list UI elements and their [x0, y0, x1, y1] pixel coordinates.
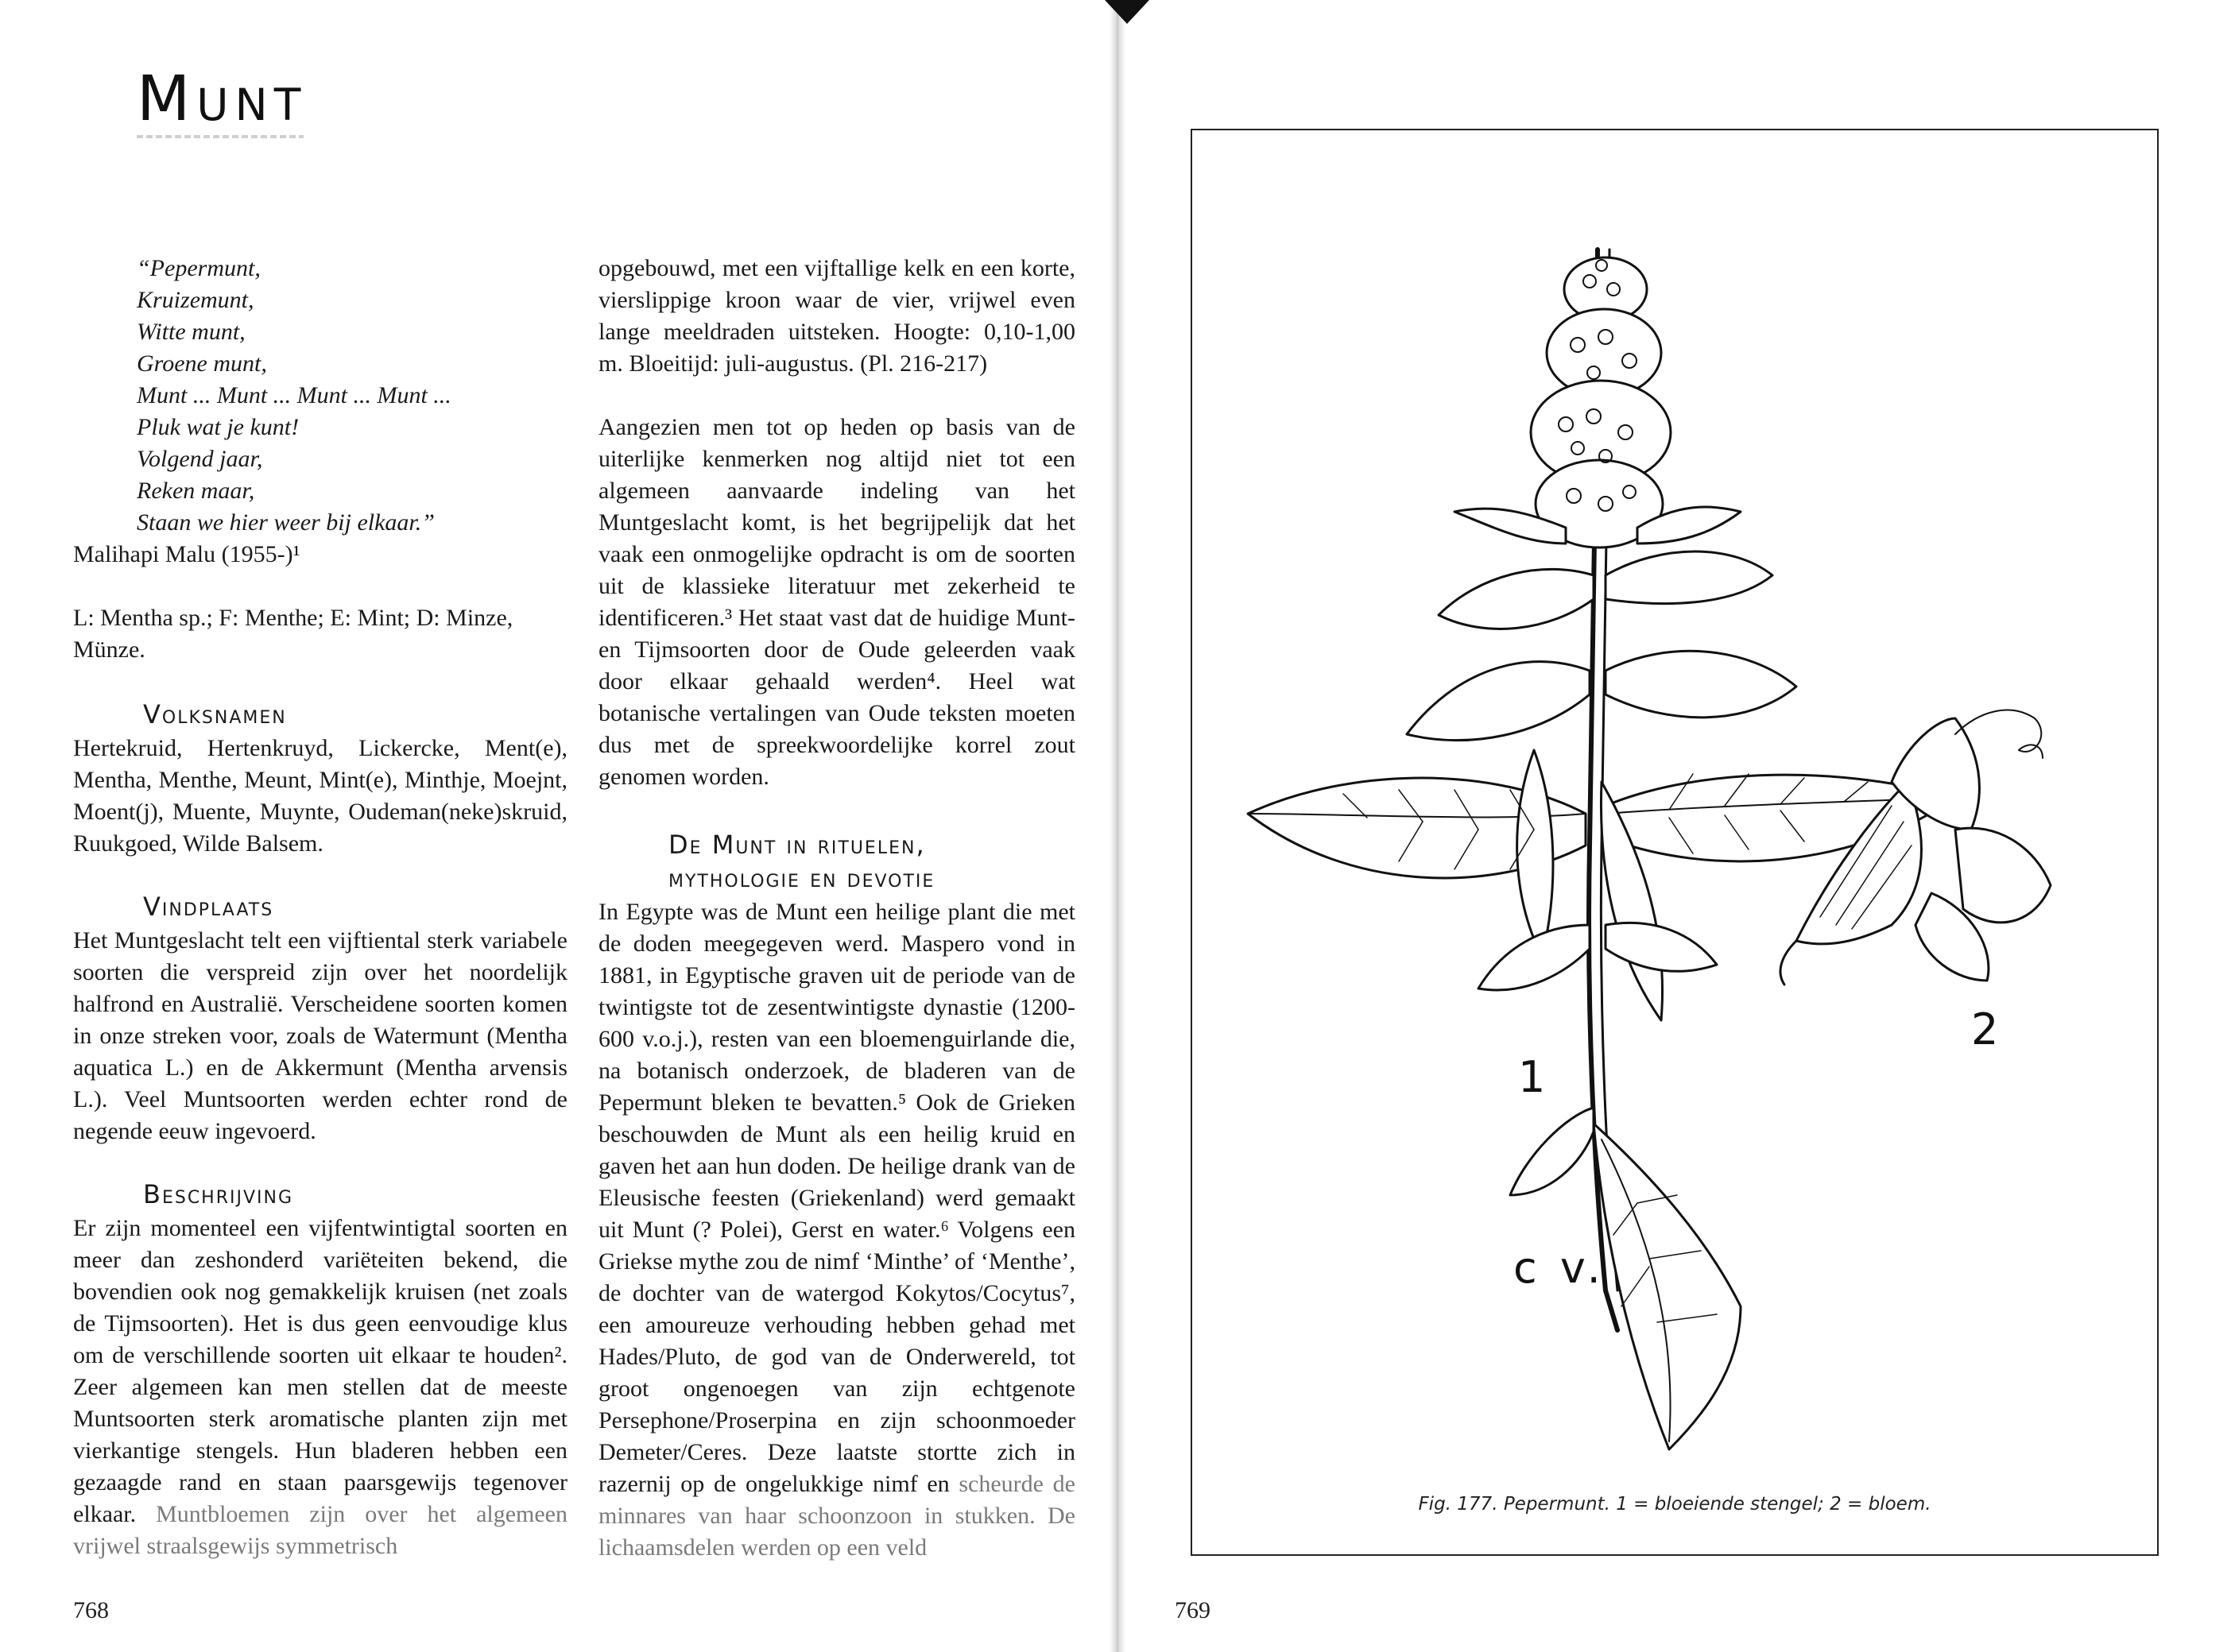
heading-rituelen-line1: De Munt in rituelen, — [668, 830, 926, 860]
figure-label-2: 2 — [1971, 1004, 1999, 1054]
heading-beschrijving: Beschrijving — [143, 1179, 294, 1209]
chapter-title: Munt — [137, 64, 308, 135]
poem-line: Pluk wat je kunt! — [137, 414, 300, 440]
latin-names: L: Mentha sp.; F: Menthe; E: Mint; D: Minze, Münze. — [73, 605, 513, 663]
classification-text: Aangezien men tot op heden op basis van de uiterlijke kenmerken nog altijd niet tot een algemeen aanvaarde indeling van het Muntgeslacht komt, is het begrijpelijk dat het vaak een onmogelijke opdracht is om de soorten uit de klassieke literatuur met zekerheid te identificeren.³ Het staat vast dat de huidige Munt- en Tijmsoorten door de Oude geleerden vaak door elkaar gehaald werden⁴. Heel wat botanische vertalingen van Oude teksten moeten dus met de spreekwoordelijke korrel zout genomen worden. — [598, 414, 1075, 790]
book-gutter — [1110, 0, 1125, 1652]
poem-line: Staan we hier weer bij elkaar.” — [137, 509, 435, 536]
page-number-right: 769 — [1175, 1597, 1210, 1623]
beschrijving-main: Er zijn momenteel een vijfentwintigtal soorten en meer dan zeshonderd variëteiten bekend, die bovendien ook nog gemakkelijk kruisen (net zoals de Tijmsoorten). Het is dus geen eenvoudige klus om de verschillende soorten uit elkaar te houden². Zeer algemeen kan men stellen dat de meeste Muntsoorten sterk aromatische planten zijn met vierkantige stengels. Hun bladeren hebben een gezaagde rand en staan paarsgewijs tegenover elkaar. — [73, 1215, 567, 1527]
page-number-left: 768 — [73, 1597, 109, 1623]
figure-caption: Fig. 177. Pepermunt. 1 = bloeiende stengel; 2 = bloem. — [1418, 1494, 1931, 1515]
continuation-text: opgebouwd, met een vijftallige kelk en een korte, vierslippige kroon waar de vier, vrijwel even lange meeldraden uitsteken. Hoogte: 0,10-1,00 m. Bloeitijd: juli-augustus. (Pl. 216-217) — [598, 255, 1075, 377]
epigraph-poem — [137, 253, 567, 539]
poem-line: Groene munt, — [137, 350, 267, 377]
title-rule — [137, 135, 304, 138]
poem-line: “Pepermunt, — [137, 255, 261, 281]
poem-line: Munt ... Munt ... Munt ... Munt ... — [137, 382, 451, 408]
rituelen-main: In Egypte was de Munt een heilige plant die met de doden meegegeven werd. Maspero vond in 1881, in Egyptische graven uit de periode van de twintigste tot de zesentwintigste dynastie (1200-600 v.o.j.), resten van een bloemenguirlande die, na botanisch onderzoek, de bladeren van de Pepermunt bleken te bevatten.⁵ Ook de Grieken beschouwden de Munt als een heilig kruid en gaven het aan hun doden. De heilige drank van de Eleusische feesten (Griekenland) werd gemaakt uit Munt (? Polei), Gerst en water.⁶ Volgens een Griekse mythe zou de nimf ‘Minthe’ of ‘Menthe’, de dochter van de watergod Kokytos/Cocytus⁷, een amoureuze verhouding hebben gehad met Hades/Pluto, de god van de Onderwereld, tot groot ongenoegen van zijn echtgenote Persephone/Proserpina en zijn schoonmoeder Demeter/Ceres. Deze laatste stortte zich in razernij op de ongelukkige nimf en — [598, 899, 1075, 1497]
binding-notch — [1105, 0, 1149, 24]
poem-attribution: Malihapi Malu (1955-)¹ — [73, 541, 300, 567]
figure-frame — [1191, 129, 2159, 1556]
heading-volksnamen: Volksnamen — [143, 699, 287, 729]
rituelen-faded: scheurde de minnares van haar schoonzoon in stukken. De lichaamsdelen werden op een veld — [598, 1471, 1075, 1561]
poem-line: Kruizemunt, — [137, 287, 254, 313]
mint-illustration — [1192, 130, 2157, 1554]
figure-label-1: 1 — [1518, 1052, 1546, 1102]
vindplaats-text: Het Muntgeslacht telt een vijftiental sterk variabele soorten die verspreid zijn over het noordelijk halfrond en Australië. Verscheidene soorten komen in onze streken voor, zoals de Watermunt (Mentha aquatica L.) en de Akkermunt (Mentha arvensis L.). Veel Muntsoorten werden echter rond de negende eeuw ingevoerd. — [73, 927, 567, 1144]
heading-rituelen — [598, 828, 1075, 895]
rituelen-text — [598, 896, 1075, 1564]
beschrijving-text — [73, 1213, 567, 1562]
heading-vindplaats: Vindplaats — [143, 892, 274, 922]
poem-line: Reken maar, — [137, 478, 255, 504]
text-column-1 — [73, 253, 567, 1562]
poem-line: Witte munt, — [137, 319, 246, 345]
volksnamen-text: Hertekruid, Hertenkruyd, Lickercke, Ment(e), Mentha, Menthe, Meunt, Mint(e), Minthje, Moejnt, Moent(j), Muente, Muynte, Oudeman(neke)skruid, Ruukgoed, Wilde Balsem. — [73, 735, 567, 857]
heading-rituelen-line2: mythologie en devotie — [668, 863, 935, 893]
illustrator-signature: c v. — [1513, 1243, 1606, 1293]
poem-line: Volgend jaar, — [137, 446, 263, 472]
beschrijving-faded: Muntbloemen zijn over het algemeen vrijwel straalsgewijs symmetrisch — [73, 1501, 567, 1559]
text-column-2 — [598, 253, 1075, 1564]
